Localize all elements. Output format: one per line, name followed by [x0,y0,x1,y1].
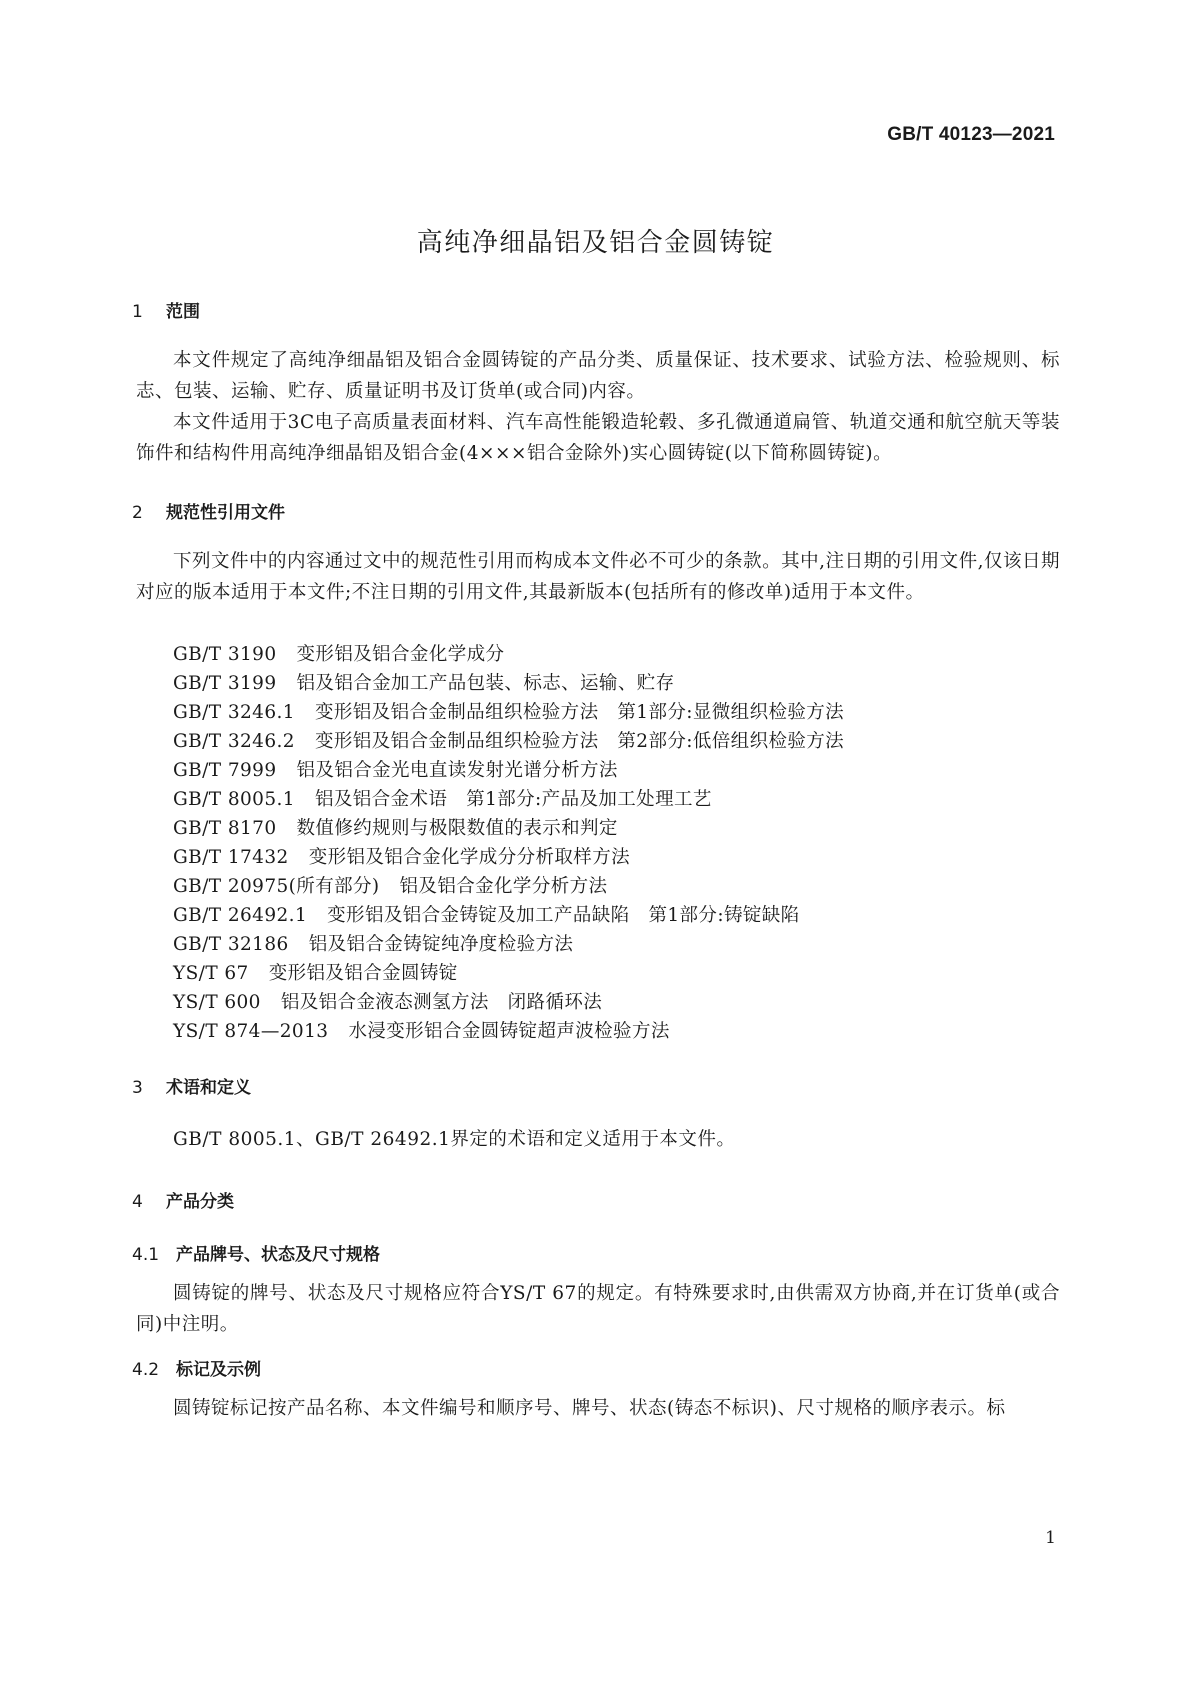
reference-title: 水浸变形铝合金圆铸锭超声波检验方法 [348,1021,670,1042]
subsection-4-2-heading [132,1355,261,1380]
reference-code: YS/T 67 [173,963,249,984]
reference-title: 铝及铝合金液态测氢方法 闭路循环法 [280,992,603,1013]
section-title: 规范性引用文件 [166,503,285,523]
reference-code: GB/T 20975(所有部分) [173,876,380,897]
reference-title: 变形铝及铝合金铸锭及加工产品缺陷 第1部分:铸锭缺陷 [327,905,800,926]
subsection-number: 4.2 [132,1360,160,1380]
reference-item [173,756,618,782]
reference-title: 变形铝及铝合金圆铸锭 [268,963,458,984]
subsection-4-1-paragraph: 圆铸锭的牌号、状态及尺寸规格应符合YS/T 67的规定。有特殊要求时,由供需双方协商,并在订货单(或合同)中注明。 [136,1283,1060,1335]
reference-title: 铝及铝合金加工产品包装、标志、运输、贮存 [296,673,675,694]
standard-code: GB/T 40123—2021 [887,124,1055,145]
subsection-title: 产品牌号、状态及尺寸规格 [176,1245,380,1265]
reference-title: 铝及铝合金光电直读发射光谱分析方法 [296,760,618,781]
page-number: 1 [1045,1528,1056,1548]
section-2-heading [132,498,285,523]
reference-code: GB/T 3246.2 [173,731,295,752]
subsection-4-1-heading [132,1240,380,1265]
reference-code: GB/T 17432 [173,847,289,868]
section-number: 4 [132,1192,143,1212]
reference-code: GB/T 7999 [173,760,277,781]
reference-item [173,727,844,753]
terms-paragraph: GB/T 8005.1、GB/T 26492.1界定的术语和定义适用于本文件。 [173,1129,736,1150]
section-number: 3 [132,1078,143,1098]
section-1-heading [132,297,200,322]
reference-item [173,872,607,898]
section-number: 1 [132,302,143,322]
reference-title: 铝及铝合金铸锭纯净度检验方法 [308,934,574,955]
reference-code: YS/T 874—2013 [173,1021,329,1042]
reference-item [173,901,800,927]
reference-code: GB/T 3246.1 [173,702,295,723]
reference-item [173,814,618,840]
reference-item [173,959,458,985]
reference-item [173,930,573,956]
section-title: 术语和定义 [166,1078,251,1098]
reference-code: GB/T 3199 [173,673,277,694]
section-3-heading [132,1073,251,1098]
subsection-number: 4.1 [132,1245,160,1265]
reference-title: 铝及铝合金术语 第1部分:产品及加工处理工艺 [314,789,712,810]
reference-title: 铝及铝合金化学分析方法 [399,876,608,897]
reference-title: 变形铝及铝合金制品组织检验方法 第1部分:显微组织检验方法 [314,702,845,723]
reference-item [173,698,844,724]
section-title: 产品分类 [166,1192,234,1212]
reference-item [173,669,675,695]
reference-code: GB/T 8170 [173,818,277,839]
reference-title: 变形铝及铝合金化学成分 [296,644,505,665]
reference-item [173,785,712,811]
reference-title: 变形铝及铝合金制品组织检验方法 第2部分:低倍组织检验方法 [314,731,845,752]
section-title: 范围 [166,302,200,322]
subsection-title: 标记及示例 [176,1360,261,1380]
reference-item [173,988,602,1014]
document-title: 高纯净细晶铝及铝合金圆铸锭 [416,228,775,258]
subsection-4-2-paragraph: 圆铸锭标记按产品名称、本文件编号和顺序号、牌号、状态(铸态不标识)、尺寸规格的顺序表示。标 [173,1398,1006,1419]
reference-title: 数值修约规则与极限数值的表示和判定 [296,818,618,839]
reference-item [173,843,630,869]
reference-item [173,640,504,666]
section-4-heading [132,1187,234,1212]
reference-code: GB/T 32186 [173,934,289,955]
scope-paragraph-1: 本文件规定了高纯净细晶铝及铝合金圆铸锭的产品分类、质量保证、技术要求、试验方法、检验规则、标志、包装、运输、贮存、质量证明书及订货单(或合同)内容。 [136,350,1060,402]
reference-code: YS/T 600 [173,992,261,1013]
reference-title: 变形铝及铝合金化学成分分析取样方法 [308,847,630,868]
section-number: 2 [132,503,143,523]
reference-code: GB/T 3190 [173,644,277,665]
reference-code: GB/T 8005.1 [173,789,295,810]
reference-code: GB/T 26492.1 [173,905,308,926]
reference-item [173,1017,670,1043]
scope-paragraph-2: 本文件适用于3C电子高质量表面材料、汽车高性能锻造轮毂、多孔微通道扁管、轨道交通和航空航天等装饰件和结构件用高纯净细晶铝及铝合金(4×××铝合金除外)实心圆铸锭(以下简称圆铸锭)。 [136,412,1060,464]
normative-refs-intro: 下列文件中的内容通过文中的规范性引用而构成本文件必不可少的条款。其中,注日期的引用文件,仅该日期对应的版本适用于本文件;不注日期的引用文件,其最新版本(包括所有的修改单)适用于本文件。 [136,551,1060,603]
